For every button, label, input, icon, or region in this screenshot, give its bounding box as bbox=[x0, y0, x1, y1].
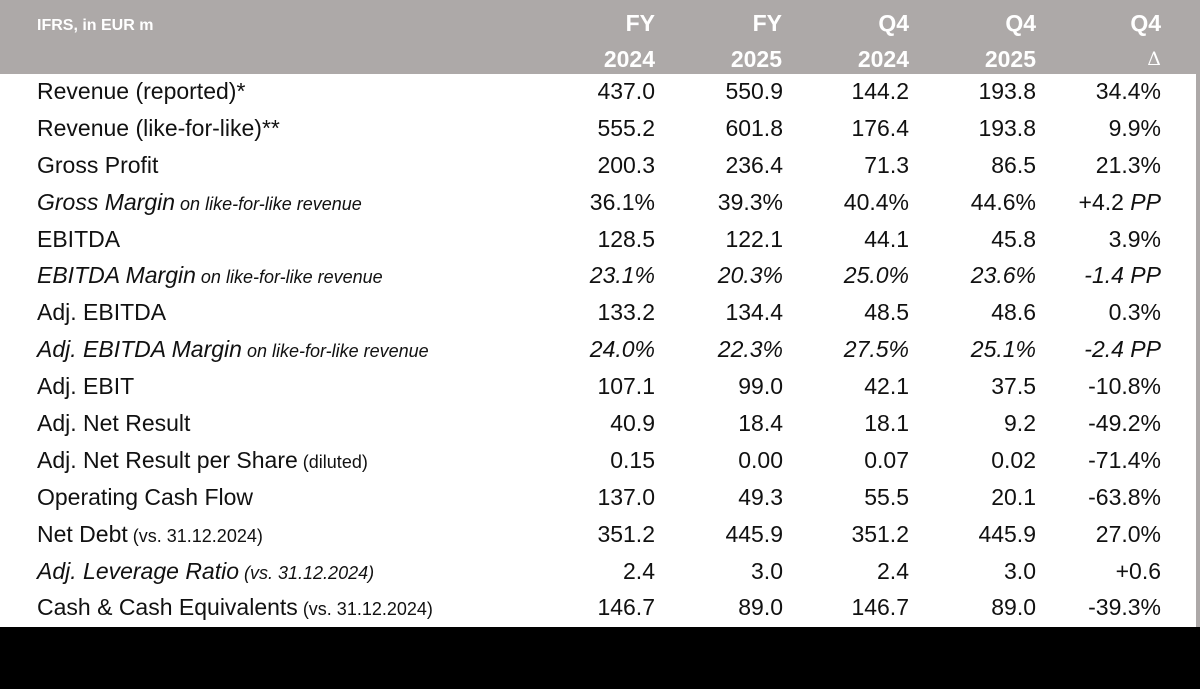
row-label-main: Gross Margin bbox=[37, 188, 176, 215]
cell-fy2024: 133.2 bbox=[597, 299, 655, 326]
cell-q4-delta: 0.3% bbox=[1108, 299, 1161, 326]
cell-fy2025: 3.0 bbox=[751, 557, 783, 584]
cell-q4-2025: 45.8 bbox=[991, 225, 1036, 252]
cell-q4-2024: 40.4% bbox=[843, 188, 909, 215]
row-label bbox=[37, 152, 158, 179]
cell-q4-2025: 3.0 bbox=[1004, 557, 1036, 584]
row-label-main: Adj. Leverage Ratio bbox=[37, 557, 240, 584]
cell-fy2025: 99.0 bbox=[738, 373, 783, 400]
row-label-main: Adj. EBITDA Margin bbox=[37, 336, 242, 363]
column-period: Q4 bbox=[1130, 10, 1161, 36]
row-label-main: Gross Profit bbox=[37, 151, 159, 178]
cell-q4-2025: 20.1 bbox=[991, 483, 1036, 510]
cell-fy2025: 236.4 bbox=[725, 151, 783, 178]
cell-fy2024: 146.7 bbox=[597, 594, 655, 621]
row-label bbox=[37, 373, 134, 400]
row-label-main: Revenue (reported)* bbox=[37, 78, 246, 104]
cell-q4-2025: 48.6 bbox=[991, 299, 1036, 326]
row-label-main: Net Debt bbox=[37, 520, 128, 547]
delta-value: -2.4 bbox=[1084, 336, 1124, 363]
cell-fy2024: 36.1% bbox=[589, 188, 655, 215]
cell-q4-delta: 21.3% bbox=[1095, 151, 1161, 178]
table-row-ebitda-margin bbox=[0, 258, 1200, 295]
row-label bbox=[37, 226, 120, 253]
cell-q4-delta: 34.4% bbox=[1095, 78, 1161, 104]
cell-q4-2024: 71.3 bbox=[864, 151, 909, 178]
cell-fy2024: 128.5 bbox=[597, 225, 655, 252]
table-row-gross-margin bbox=[0, 185, 1200, 222]
cell-q4-2025: 23.6% bbox=[970, 262, 1036, 289]
column-period: Q4 bbox=[878, 10, 909, 36]
cell-q4-delta: 3.9% bbox=[1108, 225, 1161, 252]
column-year: 2025 bbox=[984, 46, 1036, 72]
cell-fy2025: 601.8 bbox=[725, 114, 783, 141]
cell-q4-2024: 144.2 bbox=[851, 78, 909, 104]
table-row-revenue-reported bbox=[0, 74, 1200, 111]
table-row-ebitda bbox=[0, 222, 1200, 259]
delta-icon: Δ bbox=[1147, 48, 1161, 70]
table-row-cash-equivalents bbox=[0, 590, 1200, 627]
row-label bbox=[37, 558, 374, 585]
cell-fy2024: 555.2 bbox=[597, 114, 655, 141]
row-label bbox=[37, 78, 245, 105]
cell-q4-2024: 55.5 bbox=[864, 483, 909, 510]
row-label bbox=[37, 262, 383, 289]
row-label-sub: on like-for-like revenue bbox=[175, 193, 362, 214]
cell-q4-2024: 351.2 bbox=[851, 520, 909, 547]
cell-fy2025: 39.3% bbox=[717, 188, 783, 215]
cell-q4-2024: 27.5% bbox=[843, 336, 909, 363]
cell-fy2025: 18.4 bbox=[738, 410, 783, 437]
cell-q4-delta bbox=[1031, 336, 1161, 363]
cell-q4-delta: -39.3% bbox=[1088, 594, 1161, 621]
cell-fy2025: 445.9 bbox=[725, 520, 783, 547]
cell-fy2025: 134.4 bbox=[725, 299, 783, 326]
column-year: 2025 bbox=[730, 46, 782, 72]
cell-q4-delta: -71.4% bbox=[1088, 446, 1161, 473]
delta-unit: PP bbox=[1123, 262, 1161, 289]
cell-q4-2024: 146.7 bbox=[851, 594, 909, 621]
row-label bbox=[37, 115, 280, 142]
cell-fy2025: 122.1 bbox=[725, 225, 783, 252]
cell-q4-2025: 445.9 bbox=[978, 520, 1036, 547]
row-label-main: EBITDA Margin bbox=[37, 262, 196, 289]
cell-fy2025: 22.3% bbox=[717, 336, 783, 363]
cell-fy2024: 351.2 bbox=[597, 520, 655, 547]
table-row-net-debt bbox=[0, 517, 1200, 554]
cell-q4-delta: -10.8% bbox=[1088, 373, 1161, 400]
table-row-adj-net-result bbox=[0, 406, 1200, 443]
row-label-main: Operating Cash Flow bbox=[37, 483, 254, 510]
row-label bbox=[37, 299, 166, 326]
column-period: FY bbox=[625, 10, 655, 36]
cell-q4-delta: 27.0% bbox=[1095, 520, 1161, 547]
cell-q4-2024: 25.0% bbox=[843, 262, 909, 289]
row-label-main: Adj. Net Result bbox=[37, 410, 191, 437]
cell-fy2024: 2.4 bbox=[623, 557, 655, 584]
cell-q4-2024: 42.1 bbox=[864, 373, 909, 400]
delta-unit: PP bbox=[1123, 188, 1161, 215]
row-label-main: Revenue (like-for-like)** bbox=[37, 114, 280, 141]
cell-q4-2025: 89.0 bbox=[991, 594, 1036, 621]
row-label bbox=[37, 521, 263, 548]
row-label bbox=[37, 410, 190, 437]
cell-q4-2024: 18.1 bbox=[864, 410, 909, 437]
cell-fy2025: 89.0 bbox=[738, 594, 783, 621]
cell-q4-2025: 0.02 bbox=[991, 446, 1036, 473]
column-year: 2024 bbox=[603, 46, 655, 72]
table-row-operating-cash-flow bbox=[0, 480, 1200, 517]
cell-fy2024: 437.0 bbox=[597, 78, 655, 104]
table-row-adj-eps bbox=[0, 443, 1200, 480]
column-period: Q4 bbox=[1005, 10, 1036, 36]
cell-q4-delta: -49.2% bbox=[1088, 410, 1161, 437]
cell-q4-delta bbox=[1031, 189, 1161, 216]
row-label bbox=[37, 189, 362, 216]
row-label bbox=[37, 594, 433, 621]
cell-fy2025: 550.9 bbox=[725, 78, 783, 104]
table-row-gross-profit bbox=[0, 148, 1200, 185]
row-label-sub: on like-for-like revenue bbox=[241, 341, 429, 362]
cell-fy2025: 20.3% bbox=[717, 262, 783, 289]
table-row-adj-ebitda bbox=[0, 295, 1200, 332]
cell-fy2024: 107.1 bbox=[597, 373, 655, 400]
cell-q4-2025: 44.6% bbox=[970, 188, 1036, 215]
cell-q4-2025: 25.1% bbox=[970, 336, 1036, 363]
table-header bbox=[0, 0, 1200, 74]
cell-q4-2024: 0.07 bbox=[864, 446, 909, 473]
cell-fy2024: 23.1% bbox=[589, 262, 655, 289]
row-label bbox=[37, 447, 368, 474]
column-period: FY bbox=[752, 10, 782, 36]
cell-fy2024: 0.15 bbox=[610, 446, 655, 473]
cell-q4-delta: -63.8% bbox=[1088, 483, 1161, 510]
cell-fy2024: 40.9 bbox=[610, 410, 655, 437]
row-label-sub: (diluted) bbox=[297, 451, 368, 472]
row-label bbox=[37, 484, 253, 511]
row-label-main: Adj. EBITDA bbox=[37, 299, 167, 326]
cell-q4-2025: 193.8 bbox=[978, 114, 1036, 141]
cell-fy2024: 137.0 bbox=[597, 483, 655, 510]
delta-unit: PP bbox=[1123, 336, 1161, 363]
table-row-adj-ebit bbox=[0, 369, 1200, 406]
cell-q4-2024: 48.5 bbox=[864, 299, 909, 326]
cell-fy2024: 200.3 bbox=[597, 151, 655, 178]
row-label-main: Adj. EBIT bbox=[37, 373, 135, 400]
table-row-adj-leverage-ratio bbox=[0, 554, 1200, 591]
cell-q4-2024: 176.4 bbox=[851, 114, 909, 141]
cell-q4-2025: 86.5 bbox=[991, 151, 1036, 178]
column-year: 2024 bbox=[857, 46, 909, 72]
cell-q4-delta: +0.6 bbox=[1115, 557, 1161, 584]
cell-q4-2025: 37.5 bbox=[991, 373, 1036, 400]
table-body bbox=[0, 74, 1200, 627]
row-label-main: Adj. Net Result per Share bbox=[37, 446, 298, 473]
table-row-revenue-lfl bbox=[0, 111, 1200, 148]
row-label-sub: (vs. 31.12.2024) bbox=[127, 525, 263, 546]
row-label-main: EBITDA bbox=[37, 225, 121, 252]
delta-value: -1.4 bbox=[1084, 262, 1124, 289]
row-label-sub: on like-for-like revenue bbox=[195, 267, 383, 288]
cell-q4-2024: 44.1 bbox=[864, 225, 909, 252]
unit-label: IFRS, in EUR m bbox=[37, 17, 154, 34]
cell-fy2025: 0.00 bbox=[738, 446, 783, 473]
cell-q4-2025: 9.2 bbox=[1004, 410, 1036, 437]
row-label-sub: (vs. 31.12.2024) bbox=[297, 599, 433, 620]
cell-q4-delta: 9.9% bbox=[1108, 114, 1161, 141]
row-label-sub: (vs. 31.12.2024) bbox=[239, 562, 375, 583]
cell-q4-2025: 193.8 bbox=[978, 78, 1036, 104]
cell-q4-2024: 2.4 bbox=[877, 557, 909, 584]
delta-value: +4.2 bbox=[1078, 188, 1124, 215]
row-label bbox=[37, 336, 429, 363]
row-label-main: Cash & Cash Equivalents bbox=[37, 594, 298, 621]
cell-q4-delta bbox=[1031, 262, 1161, 289]
cell-fy2024: 24.0% bbox=[589, 336, 655, 363]
table-row-adj-ebitda-margin bbox=[0, 332, 1200, 369]
cell-fy2025: 49.3 bbox=[738, 483, 783, 510]
